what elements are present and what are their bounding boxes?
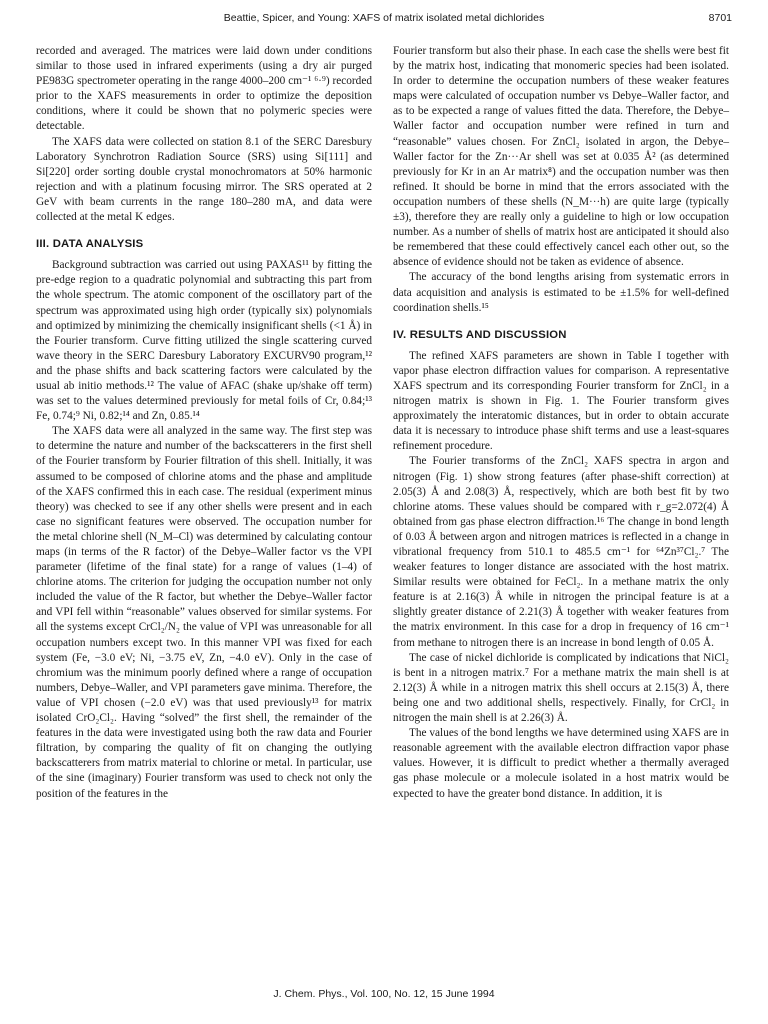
paragraph: recorded and averaged. The matrices were laid down under conditions similar to those used in infrared experiments (using a dry air purged PE983G spectrometer operating in the range 4000–200 cm⁻¹ ⁶·⁹) recorded prior to the XAFS measurements in order to optimize the deposition conditions, where it could be shown that no polymeric species were detectable. (36, 45, 372, 133)
left-column (36, 44, 372, 802)
paragraph: The refined XAFS parameters are shown in Table I together with vapor phase electron diffraction values for comparison. A representative XAFS spectrum and its corresponding Fourier transform for ZnCl₂ in a nitrogen matrix is shown in Fig. 1. The Fourier transform gives approximately the interatomic distances, but in order to obtain accurate data it is necessary to introduce phase shift terms and use a least-squares refinement procedure. (393, 349, 729, 453)
paragraph: Background subtraction was carried out using PAXAS¹¹ by fitting the pre-edge region to a quadratic polynomial and subtracting this part from the whole spectrum. The atomic component of the oscillatory part of the spectrum was approximated using high order (typically six) polynomials and optimized by minimizing the chemically insignificant shells (<1 Å) in the Fourier transform. Curve fitting utilized the single scattering curved wave theory in the SERC Daresbury Laboratory EXCURV90 program,¹² and the phase shifts and back scattering factors were calculated by the usual ab initio methods.¹² The value of AFAC (shake up/shake off term) was set to the values determined previously for metal foils of Cr, 0.84;¹³ Fe, 0.74;⁹ Ni, 0.82;¹⁴ and Zn, 0.85.¹⁴ (36, 259, 372, 423)
paragraph: The values of the bond lengths we have determined using XAFS are in reasonable agreement with the available electron diffraction vapor phase values. However, it is difficult to predict whether a thermally averaged gas phase molecule or a molecule isolated in a host matrix would be expected to have the greater bond distance. In addition, it is (393, 727, 730, 800)
paragraph: The Fourier transforms of the ZnCl₂ XAFS spectra in argon and nitrogen (Fig. 1) show strong features (after phase-shift correction) at 2.05(3) Å and 2.08(3) Å, respectively, which are both best fit by two chlorine atoms. These values should be compared with r_g=2.072(4) Å obtained from gas phase electron diffraction.¹⁶ The change in bond length of 0.03 Å between argon and nitrogen matrices is reflected in a change in vibrational frequency from 510.1 to 485.5 cm⁻¹ for ⁶⁴Zn³⁷Cl₂.⁷ The weaker features to longer distance are associated with the host matrix. Similar results were obtained for FeCl₂. In a methane matrix the only feature is at 2.16(3) Å while in nitrogen the principal feature is at a slightly greater distance of 2.21(3) Å together with weaker features from the matrix environment. In this case for a drop in frequency of 16 cm⁻¹ from methane to nitrogen there is an increase in bond length of 0.05 Å. (393, 455, 729, 649)
paragraph: The accuracy of the bond lengths arising from systematic errors in data acquisition and analysis is estimated to be ±1.5% for well-defined coordination shells.¹⁵ (393, 271, 729, 314)
section-heading: III. DATA ANALYSIS (36, 238, 144, 251)
paragraph: Fourier transform but also their phase. In each case the shells were best fit by the matrix host, indicating that monomeric species had been isolated. In order to determine the occupation numbers of these weaker features maps were calculated of occupation number vs Debye–Waller factor, and as to be expected a range of values fitted the data. Therefore, the Debye–Waller factor and occupation number were refined in turn and “reasonable” values chosen. For ZnCl₂ isolated in argon, the Debye–Waller factor for the Zn···Ar shell was set at 0.035 Å² (as determined previously for Kr in an Ar matrix⁸) and the occupation number was then refined. It should be borne in mind that the errors associated with the occupation numbers of these shells (N_M···h) are quite large (typically ±3), therefore they are really only a guideline to high or low occupation number. As a number of shells of matrix host are anticipated it should also be remembered that these could effectively cancel each other out, so the absence of evidence should not be taken as evidence of absence. (393, 45, 729, 269)
section-heading: IV. RESULTS AND DISCUSSION (393, 328, 567, 341)
paragraph: The case of nickel dichloride is complicated by indications that NiCl₂ is bent in a nitrogen matrix.⁷ For a methane matrix the main shell is at 2.12(3) Å while in a nitrogen matrix this shell occurs at 2.15(3) Å, there being one and two additional shells, respectively. Finally, for CrCl₂ in nitrogen the main shell is at 2.26(3) Å. (393, 651, 729, 725)
paragraph: The XAFS data were all analyzed in the same way. The first step was to determine the nature and number of the backscatterers in the first shell of the Fourier transform by Fourier filtration of this shell. Initially, it was assumed to be composed of chlorine atoms and the phase and amplitude of the XAFS confirmed this in each case. The residual (experiment minus theory) was checked to see if any other shells were present and in each case no significant features were observed. The occupation number for the metal chlorine shell (N_M–Cl) was determined by calculating contour maps (in terms of the R factor) of the Debye–Waller factor vs the VPI parameter (lifetime of the final state) for a range of values (1–4) of chlorine atoms. The criterion for judging the occupation number not only included the value of the R factor, but whether the Debye–Waller factor and VPI fell within “reasonable” values observed for similar systems. For all the systems except CrCl₂/N₂ the value of VPI was unreasonable for all occupation numbers except two. In this manner VPI was fixed for each system (Fe, −3.0 eV; Ni, −3.75 eV, Zn, −4.0 eV). Only in the case of chromium was the minimum poorly defined where a range of occupation numbers, Debye–Waller, and VPI parameters gave minima. Therefore, the value of VPI chosen (−2.0 eV) was that used previously¹³ for matrix isolated CrO₂Cl₂. Having “solved” the first shell, the remainder of the features in the data were investigated using both the raw data and Fourier filtration, by comparing the quality of fit on changing the outlying backscatterers from matrix material to chlorine or metal. In particular, use of the sine (imaginary) Fourier transform was used to check not only the position of the features in the (36, 425, 372, 800)
running-head (36, 12, 732, 28)
running-title: Beattie, Spicer, and Young: XAFS of matrix isolated metal dichlorides (223, 12, 545, 24)
journal-citation: J. Chem. Phys., Vol. 100, No. 12, 15 June 1994 (273, 988, 495, 1000)
paragraph: The XAFS data were collected on station 8.1 of the SERC Daresbury Laboratory Synchrotron Radiation Source (SRS) using Si[111] and Si[220] order sorting double crystal monochromators at 50% harmonic rejection and with a platinum focusing mirror. The SRS operated at 2 GeV with beam currents in the range 180–280 mA, and data were collected at the metal K edges. (36, 135, 372, 224)
right-column (393, 44, 729, 802)
page-number: 8701 (708, 12, 732, 24)
